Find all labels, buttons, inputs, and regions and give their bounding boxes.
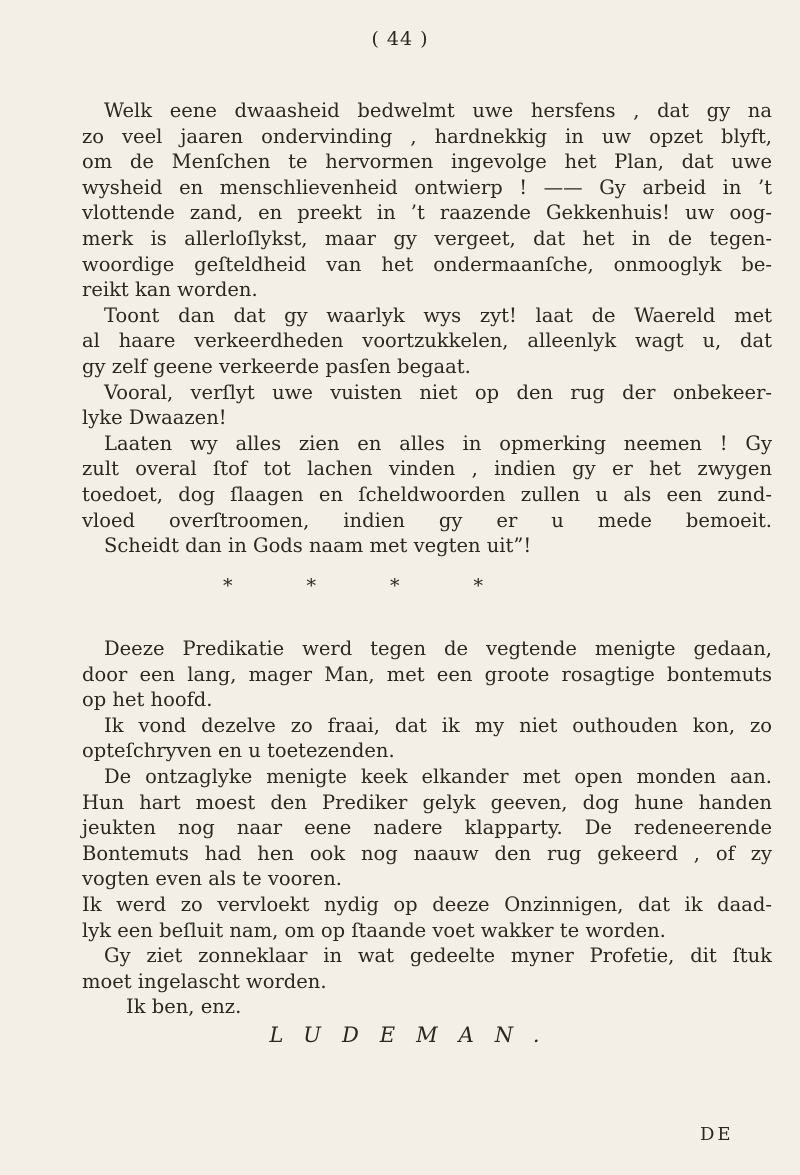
text-line: Bontemuts had hen ook nog naauw den rug gekeerd , of zy (82, 841, 772, 865)
text-line: Ik werd zo vervloekt nydig op deeze Onzinnigen, dat ik daad- (82, 892, 772, 916)
text-line: om de Menſchen te hervormen ingevolge het Plan, dat uwe (82, 150, 772, 174)
text-line: Toont dan dat gy waarlyk wys zyt! laat de Waereld met (104, 303, 772, 327)
text-line: Vooral, verſlyt uwe vuisten niet op den rug der onbekeer- (104, 380, 772, 404)
text-line: wysheid en menschlievenheid ontwierp ! —— Gy arbeid in ’t (82, 175, 772, 199)
paragraph (82, 713, 772, 764)
section-separator: * * * * (222, 575, 518, 597)
paragraph (82, 764, 772, 892)
body-text-lower (82, 636, 772, 1020)
text-line: jeukten nog naar eene nadere klapparty. De redeneerende (82, 816, 772, 840)
text-line: merk is allerloſlykst, maar gy vergeet, dat het in de tegen- (82, 226, 772, 250)
text-line: al haare verkeerdheden voortzukkelen, alleenlyk wagt u, dat (82, 329, 772, 353)
text-line: op het hoofd. (82, 688, 213, 712)
paragraph (82, 303, 772, 380)
paragraph (82, 380, 772, 431)
text-line: Deeze Predikatie werd tegen de vegtende menigte gedaan, (104, 637, 772, 660)
paragraph (82, 98, 772, 303)
body-text-upper (82, 98, 772, 559)
text-line: lyk een beſluit nam, om op ſtaande voet wakker te worden. (82, 918, 666, 942)
text-line: De ontzaglyke menigte keek elkander met open monden aan. (104, 764, 772, 788)
text-line: toedoet, dog ſlaagen en ſcheldwoorden zullen u als een zund- (82, 482, 772, 506)
text-line: zult overal ſtof tot lachen vinden , indien gy er het zwygen (82, 457, 772, 481)
page-number: ( 44 ) (371, 28, 429, 50)
text-line: vlottende zand, en preekt in ’t raazende Gekkenhuis! uw oog- (82, 201, 772, 225)
text-line: Laaten wy alles zien en alles in opmerking neemen ! Gy (104, 431, 772, 455)
paragraph (82, 431, 772, 559)
text-line: woordige geſteldheid van het ondermaanſche, onmooglyk be- (82, 252, 772, 276)
text-line: opteſchryven en u toetezenden. (82, 739, 395, 763)
text-line: gy zelf geene verkeerde pasſen begaat. (82, 354, 471, 378)
text-line: vogten even als te vooren. (82, 867, 342, 891)
text-line: reikt kan worden. (82, 278, 258, 302)
author-signature: LUDEMAN. (269, 1023, 561, 1047)
catchword: DE (700, 1124, 734, 1145)
text-line: Hun hart moest den Prediker gelyk geeven, dog hune handen (82, 790, 772, 814)
paragraph (82, 636, 772, 713)
text-line: Ik vond dezelve zo fraai, dat ik my niet outhouden kon, zo (104, 713, 772, 737)
paragraph (82, 943, 772, 994)
text-line: zo veel jaaren ondervinding , hardnekkig in uw opzet blyft, (82, 124, 772, 148)
text-line: Gy ziet zonneklaar in wat gedeelte myner Profetie, dit ſtuk (104, 944, 772, 968)
paragraph (82, 892, 772, 943)
text-line: moet ingelascht worden. (82, 969, 327, 993)
text-line: door een lang, mager Man, met een groote rosagtige bontemuts (82, 662, 772, 686)
closing-line: Ik ben, enz. (126, 995, 242, 1019)
text-line: lyke Dwaazen! (82, 406, 227, 430)
text-line: Welk eene dwaasheid bedwelmt uwe hersfens , dat gy na (104, 99, 772, 122)
text-line: vloed overſtroomen, indien gy er u mede bemoeit. (82, 508, 772, 532)
text-line: Scheidt dan in Gods naam met vegten uit”! (104, 534, 532, 558)
